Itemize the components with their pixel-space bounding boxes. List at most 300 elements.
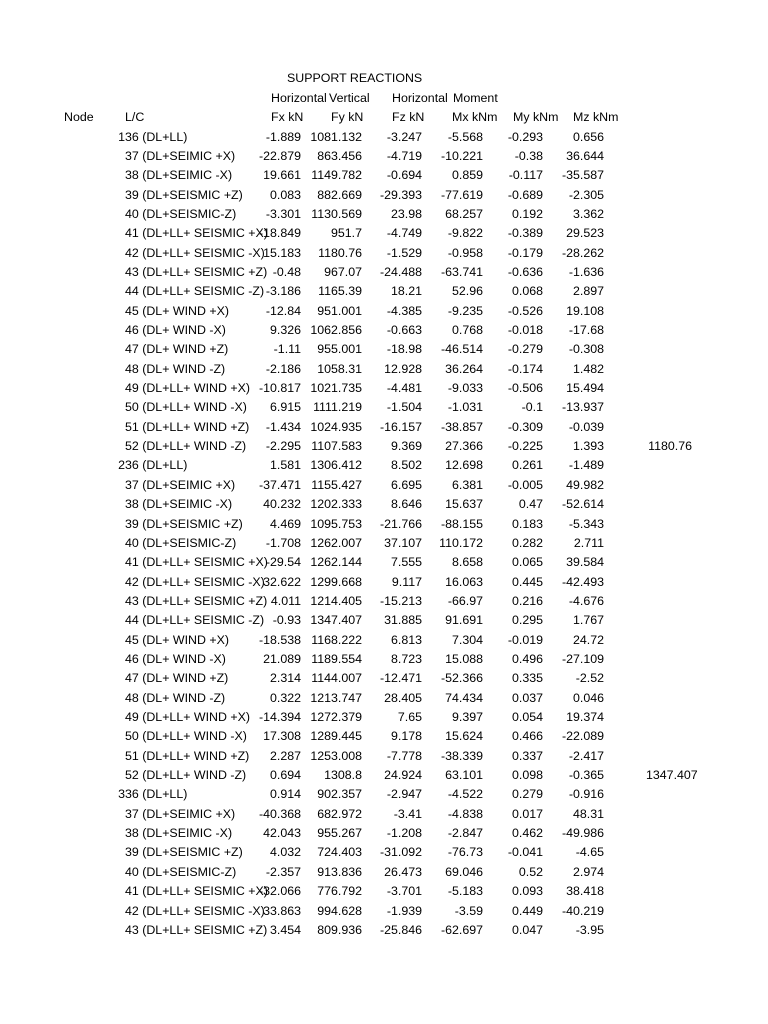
- cell-node: [114, 592, 125, 611]
- cell-mz: 1.393: [572, 439, 604, 454]
- cell-fz: 7.65: [397, 710, 422, 724]
- cell-fz: -0.694: [386, 168, 422, 183]
- cell-fy: 994.628: [317, 903, 362, 918]
- cell-mx: -9.033: [447, 381, 483, 396]
- cell-extra: [646, 650, 692, 669]
- cell-fz: -7.778: [386, 748, 422, 763]
- cell-my: 0.295: [511, 613, 543, 628]
- cell-fx: -1.889: [265, 129, 301, 144]
- cell-extra: [646, 476, 692, 495]
- cell-my: -0.018: [507, 323, 543, 337]
- cell-my: 0.054: [511, 710, 543, 724]
- cell-fz: 9.117: [391, 574, 422, 589]
- cell-node: [114, 747, 125, 766]
- cell-my: 0.047: [511, 922, 543, 937]
- column-header-mz: Mz kNm: [573, 110, 619, 124]
- cell-fy: 1024.935: [310, 419, 362, 434]
- cell-my: 0.098: [511, 768, 543, 783]
- cell-my: 0.47: [518, 497, 543, 512]
- cell-extra: [646, 631, 692, 650]
- cell-node: [114, 166, 125, 185]
- cell-mz: 1.767: [572, 613, 604, 628]
- cell-mx: 52.96: [451, 284, 483, 299]
- cell-fz: -4.481: [386, 381, 422, 396]
- cell-fx: 0.694: [269, 768, 301, 783]
- cell-fx: 15.183: [263, 245, 301, 260]
- cell-mx: 6.381: [451, 477, 483, 492]
- cell-my: 0.216: [511, 593, 543, 608]
- group-header-horizontal: Horizontal: [271, 91, 327, 105]
- cell-my: -0.526: [507, 303, 543, 318]
- cell-mz: -0.039: [568, 419, 604, 434]
- cell-lc: 51 (DL+LL+ WIND +Z): [125, 419, 250, 434]
- cell-lc: 47 (DL+ WIND +Z): [125, 342, 229, 357]
- cell-lc: 41 (DL+LL+ SEISMIC +X): [125, 555, 268, 570]
- cell-my: -0.117: [508, 168, 543, 183]
- cell-mz: 24.72: [572, 632, 604, 647]
- cell-my: -0.1: [521, 400, 543, 415]
- cell-node: [114, 205, 125, 224]
- cell-fx: -0.48: [272, 264, 301, 279]
- cell-fx: -0.93: [272, 613, 301, 628]
- cell-node: [114, 921, 125, 940]
- cell-mz: -4.65: [575, 845, 604, 860]
- cell-mx: 68.257: [445, 206, 483, 221]
- cell-lc: 43 (DL+LL+ SEISMIC +Z): [125, 922, 268, 937]
- cell-my: -0.293: [507, 129, 543, 144]
- cell-mx: -9.235: [447, 303, 483, 318]
- cell-fz: -1.208: [386, 826, 422, 841]
- cell-mx: -62.697: [440, 922, 483, 937]
- cell-fx: 40.232: [263, 497, 301, 512]
- cell-fx: -1.708: [265, 535, 301, 550]
- cell-fz: -31.092: [379, 845, 422, 860]
- cell-node: [114, 321, 125, 340]
- cell-fz: -3.41: [393, 806, 422, 821]
- cell-fy: 951.7: [330, 226, 362, 241]
- group-header-horizontal-2: Horizontal: [392, 91, 448, 105]
- cell-fz: -1.939: [386, 903, 422, 918]
- cell-fy: 1062.856: [310, 323, 362, 337]
- cell-lc: 49 (DL+LL+ WIND +X): [125, 381, 250, 396]
- cell-node: [114, 147, 125, 166]
- cell-extra: [646, 418, 692, 437]
- cell-my: -0.019: [507, 632, 543, 647]
- cell-node: [114, 340, 125, 359]
- cell-mx: -3.59: [454, 903, 483, 918]
- cell-fz: 12.928: [384, 361, 422, 376]
- cell-extra: [646, 785, 692, 804]
- cell-mx: -4.838: [447, 806, 483, 821]
- cell-mz: 0.046: [572, 690, 604, 705]
- cell-my: -0.174: [507, 361, 543, 376]
- cell-my: -0.38: [514, 148, 543, 163]
- cell-my: -0.041: [507, 845, 543, 860]
- cell-fy: 967.07: [324, 264, 362, 279]
- cell-my: -0.689: [507, 187, 543, 202]
- cell-node: [114, 631, 125, 650]
- cell-extra: [646, 573, 692, 592]
- cell-fy: 1144.007: [311, 671, 362, 686]
- cell-mx: 0.859: [451, 168, 483, 183]
- cell-lc: 52 (DL+LL+ WIND -Z): [125, 768, 247, 783]
- cell-lc: 37 (DL+SEIMIC +X): [125, 806, 236, 821]
- cell-extra: [646, 398, 692, 417]
- cell-mz: -27.109: [561, 651, 604, 666]
- cell-fz: -24.488: [379, 264, 422, 279]
- cell-mz: 0.656: [572, 129, 604, 144]
- cell-node: [114, 863, 125, 882]
- cell-mx: -76.73: [447, 845, 483, 860]
- cell-fy: 1058.31: [317, 361, 362, 376]
- cell-mx: -4.522: [447, 787, 483, 802]
- cell-fx: 9.326: [269, 323, 301, 337]
- cell-extra: [646, 379, 692, 398]
- cell-lc: 40 (DL+SEISMIC-Z): [125, 864, 237, 879]
- cell-fz: 7.555: [390, 555, 422, 570]
- cell-fy: 1021.735: [310, 381, 362, 396]
- cell-fy: 1155.427: [311, 477, 362, 492]
- cell-my: 0.037: [511, 690, 543, 705]
- cell-extra: [646, 340, 692, 359]
- cell-fy: 1299.668: [310, 574, 362, 589]
- cell-fx: 4.032: [269, 845, 301, 860]
- cell-mz: -2.52: [575, 671, 604, 686]
- cell-mx: 15.088: [445, 651, 483, 666]
- cell-node: [114, 805, 125, 824]
- cell-extra: [646, 186, 692, 205]
- cell-extra: [646, 902, 692, 921]
- cell-extra: [646, 128, 692, 147]
- cell-fy: 882.669: [317, 187, 362, 202]
- cell-lc: 47 (DL+ WIND +Z): [125, 671, 229, 686]
- cell-lc: 46 (DL+ WIND -X): [125, 323, 226, 337]
- cell-extra: [646, 360, 692, 379]
- cell-my: 0.466: [511, 729, 543, 744]
- cell-extra: [646, 263, 692, 282]
- cell-fz: 6.695: [390, 477, 422, 492]
- cell-node: [114, 689, 125, 708]
- cell-mz: -0.308: [568, 342, 604, 357]
- cell-lc: 50 (DL+LL+ WIND -X): [125, 400, 247, 415]
- cell-fx: 6.915: [269, 400, 301, 415]
- cell-node: [114, 437, 125, 456]
- cell-fy: 1202.333: [310, 497, 362, 512]
- cell-extra: [646, 205, 692, 224]
- cell-my: 0.279: [511, 787, 543, 802]
- cell-fy: 863.456: [317, 148, 362, 163]
- cell-my: 0.068: [511, 284, 543, 299]
- cell-fx: -2.186: [265, 361, 301, 376]
- cell-node: [114, 882, 125, 901]
- cell-fy: 776.792: [317, 884, 362, 899]
- cell-node: [114, 573, 125, 592]
- cell-node: 2: [118, 458, 125, 473]
- cell-lc: 37 (DL+SEIMIC +X): [125, 477, 236, 492]
- cell-fx: 4.469: [269, 516, 301, 531]
- cell-fx: -29.54: [265, 555, 301, 570]
- cell-fx: -32.066: [258, 884, 301, 899]
- cell-fx: -3.186: [265, 284, 301, 299]
- cell-fy: 1180.76: [318, 245, 362, 260]
- cell-lc: 39 (DL+SEISMIC +Z): [125, 845, 243, 860]
- column-header-fz: Fz kN: [392, 110, 425, 124]
- cell-node: [114, 224, 125, 243]
- cell-fy: 1347.407: [310, 613, 362, 628]
- cell-mz: 3.362: [572, 206, 604, 221]
- cell-extra: [646, 495, 692, 514]
- cell-node: [114, 379, 125, 398]
- cell-my: 0.261: [511, 458, 543, 473]
- cell-fz: -0.663: [386, 323, 422, 337]
- cell-fz: 18.21: [390, 284, 422, 299]
- cell-fy: 955.001: [317, 342, 362, 357]
- cell-extra: [646, 515, 692, 534]
- table-title: SUPPORT REACTIONS: [287, 71, 423, 85]
- cell-extra: [646, 611, 692, 630]
- cell-node: [114, 669, 125, 688]
- cell-fy: 1095.753: [310, 516, 362, 531]
- cell-fx: -1.11: [273, 342, 301, 357]
- cell-fx: 19.661: [263, 168, 301, 183]
- cell-fx: -22.879: [258, 148, 301, 163]
- cell-mx: 0.768: [451, 323, 483, 337]
- cell-fy: 1213.747: [310, 690, 362, 705]
- cell-lc: 44 (DL+LL+ SEISMIC -Z): [125, 284, 265, 299]
- cell-lc: 36 (DL+LL): [125, 129, 188, 144]
- cell-fz: -4.385: [386, 303, 422, 318]
- cell-mz: 19.108: [566, 303, 604, 318]
- cell-my: 0.183: [511, 516, 543, 531]
- cell-fz: -29.393: [379, 187, 422, 202]
- cell-fy: 1149.782: [311, 168, 362, 183]
- group-header-moment: Moment: [453, 91, 498, 105]
- cell-mx: 69.046: [445, 864, 483, 879]
- cell-fx: -37.471: [258, 477, 301, 492]
- cell-fz: -1.504: [386, 400, 422, 415]
- cell-fx: 0.083: [269, 187, 301, 202]
- cell-fy: 913.836: [317, 864, 362, 879]
- cell-fx: 3.454: [269, 922, 301, 937]
- cell-my: -0.005: [507, 477, 543, 492]
- cell-fz: 26.473: [384, 864, 422, 879]
- cell-mx: 9.397: [451, 710, 483, 724]
- cell-lc: 42 (DL+LL+ SEISMIC -X): [125, 903, 265, 918]
- cell-fy: 1253.008: [310, 748, 362, 763]
- cell-fx: 0.914: [269, 787, 301, 802]
- cell-fx: -2.357: [265, 864, 301, 879]
- cell-extra: [646, 456, 692, 475]
- cell-my: -0.279: [507, 342, 543, 357]
- cell-mz: 39.584: [566, 555, 604, 570]
- cell-fx: 0.322: [269, 690, 301, 705]
- cell-mz: -52.614: [561, 497, 604, 512]
- cell-lc: 39 (DL+SEISMIC +Z): [125, 516, 243, 531]
- cell-mz: -40.219: [561, 903, 604, 918]
- cell-mz: -2.305: [568, 187, 604, 202]
- cell-node: [114, 263, 125, 282]
- cell-my: 0.52: [518, 864, 543, 879]
- cell-fz: -21.766: [379, 516, 422, 531]
- cell-mz: 29.523: [566, 226, 604, 241]
- cell-fz: -25.846: [379, 922, 422, 937]
- cell-extra: [646, 843, 692, 862]
- cell-fy: 1289.445: [310, 729, 362, 744]
- cell-mx: -10.221: [440, 148, 483, 163]
- cell-my: 0.335: [511, 671, 543, 686]
- cell-mx: 16.063: [445, 574, 483, 589]
- cell-mx: 36.264: [445, 361, 483, 376]
- cell-mz: -0.365: [568, 768, 604, 783]
- cell-mx: 12.698: [445, 458, 483, 473]
- cell-lc: 40 (DL+SEISMIC-Z): [125, 206, 237, 221]
- cell-mx: -88.155: [440, 516, 483, 531]
- cell-mz: 2.897: [572, 284, 604, 299]
- cell-extra: 1180.76: [648, 439, 692, 454]
- cell-mz: 36.644: [566, 148, 604, 163]
- cell-node: [114, 611, 125, 630]
- cell-fz: 8.646: [390, 497, 422, 512]
- cell-fz: -16.157: [379, 419, 422, 434]
- cell-node: [114, 495, 125, 514]
- cell-mx: -5.568: [447, 129, 483, 144]
- cell-lc: 46 (DL+ WIND -X): [125, 651, 226, 666]
- cell-fz: 37.107: [384, 535, 422, 550]
- cell-node: [114, 515, 125, 534]
- cell-node: [114, 398, 125, 417]
- cell-fx: -1.434: [265, 419, 301, 434]
- cell-mx: -1.031: [447, 400, 483, 415]
- cell-fz: 8.502: [390, 458, 422, 473]
- cell-fx: -40.368: [258, 806, 301, 821]
- cell-mz: 2.711: [573, 535, 604, 550]
- cell-lc: 52 (DL+LL+ WIND -Z): [125, 439, 247, 454]
- cell-fx: 4.011: [270, 593, 301, 608]
- cell-mx: 91.691: [445, 613, 483, 628]
- cell-lc: 38 (DL+SEIMIC -X): [125, 497, 233, 512]
- cell-node: [114, 282, 125, 301]
- cell-node: 3: [118, 787, 125, 802]
- cell-fz: -15.213: [379, 593, 422, 608]
- cell-my: 0.192: [511, 206, 543, 221]
- cell-fx: 32.622: [263, 574, 301, 589]
- cell-node: [114, 302, 125, 321]
- cell-mz: -42.493: [561, 574, 604, 589]
- cell-mx: 27.366: [445, 439, 483, 454]
- cell-extra: [646, 534, 692, 553]
- cell-lc: 45 (DL+ WIND +X): [125, 303, 229, 318]
- cell-my: 0.462: [511, 826, 543, 841]
- cell-mx: -9.822: [447, 226, 483, 241]
- cell-mx: 15.637: [445, 497, 483, 512]
- cell-lc: 49 (DL+LL+ WIND +X): [125, 710, 250, 724]
- cell-lc: 43 (DL+LL+ SEISMIC +Z): [125, 264, 268, 279]
- cell-extra: [646, 282, 692, 301]
- cell-mz: -17.68: [568, 323, 604, 337]
- cell-extra: [646, 244, 692, 263]
- cell-fz: 6.813: [390, 632, 422, 647]
- cell-extra: [646, 224, 692, 243]
- cell-fy: 1111.219: [313, 400, 362, 415]
- cell-lc: 51 (DL+LL+ WIND +Z): [125, 748, 250, 763]
- cell-fy: 809.936: [317, 922, 362, 937]
- cell-fy: 1165.39: [318, 284, 362, 299]
- cell-mz: 2.974: [572, 864, 604, 879]
- cell-extra: [646, 689, 692, 708]
- cell-mz: -22.089: [561, 729, 604, 744]
- cell-mz: 15.494: [566, 381, 604, 396]
- cell-node: [114, 186, 125, 205]
- cell-extra: [646, 747, 692, 766]
- cell-node: [114, 902, 125, 921]
- cell-mz: 38.418: [566, 884, 604, 899]
- cell-my: -0.309: [507, 419, 543, 434]
- cell-node: [114, 553, 125, 572]
- cell-extra: [646, 708, 692, 727]
- cell-mz: 1.482: [572, 361, 604, 376]
- column-header-node: Node: [64, 110, 94, 124]
- cell-my: 0.496: [511, 651, 543, 666]
- cell-fy: 1272.379: [310, 710, 362, 724]
- cell-fz: -4.719: [386, 148, 422, 163]
- cell-fy: 1262.144: [310, 555, 362, 570]
- cell-fy: 955.267: [317, 826, 362, 841]
- cell-lc: 40 (DL+SEISMIC-Z): [125, 535, 237, 550]
- cell-fz: -18.98: [386, 342, 422, 357]
- cell-fx: -2.295: [265, 439, 301, 454]
- cell-mx: -52.366: [440, 671, 483, 686]
- cell-my: 0.065: [511, 555, 543, 570]
- cell-fx: 17.308: [263, 729, 301, 744]
- cell-mx: -0.958: [447, 245, 483, 260]
- cell-mz: -4.676: [568, 593, 604, 608]
- cell-mz: -35.587: [561, 168, 604, 183]
- cell-mx: 15.624: [445, 729, 483, 744]
- cell-mz: -13.937: [561, 400, 604, 415]
- column-header-lc: L/C: [125, 110, 145, 124]
- cell-extra: 1347.407: [646, 768, 698, 783]
- column-header-my: My kNm: [513, 110, 559, 124]
- cell-fx: 1.581: [269, 458, 301, 473]
- cell-mz: -0.916: [568, 787, 604, 802]
- cell-fz: 23.98: [390, 206, 422, 221]
- cell-fz: -2.947: [386, 787, 422, 802]
- cell-mz: 48.31: [572, 806, 604, 821]
- cell-lc: 41 (DL+LL+ SEISMIC +X): [125, 226, 268, 241]
- cell-fx: 2.287: [269, 748, 301, 763]
- cell-fx: -18.849: [258, 226, 301, 241]
- cell-my: 0.445: [511, 574, 543, 589]
- cell-fy: 1130.569: [311, 206, 362, 221]
- cell-fx: -12.84: [265, 303, 301, 318]
- cell-lc: 36 (DL+LL): [125, 787, 188, 802]
- cell-lc: 48 (DL+ WIND -Z): [125, 690, 226, 705]
- cell-mx: -2.847: [447, 826, 483, 841]
- cell-fx: 42.043: [263, 826, 301, 841]
- cell-fz: -4.749: [386, 226, 422, 241]
- column-header-fx: Fx kN: [271, 110, 304, 124]
- cell-lc: 50 (DL+LL+ WIND -X): [125, 729, 247, 744]
- cell-my: 0.282: [511, 535, 543, 550]
- cell-fx: -18.538: [258, 632, 301, 647]
- cell-my: 0.017: [511, 806, 543, 821]
- cell-my: -0.506: [507, 381, 543, 396]
- cell-my: -0.636: [507, 264, 543, 279]
- cell-lc: 48 (DL+ WIND -Z): [125, 361, 226, 376]
- cell-fx: -14.394: [258, 710, 301, 724]
- cell-extra: [646, 824, 692, 843]
- cell-fz: -1.529: [386, 245, 422, 260]
